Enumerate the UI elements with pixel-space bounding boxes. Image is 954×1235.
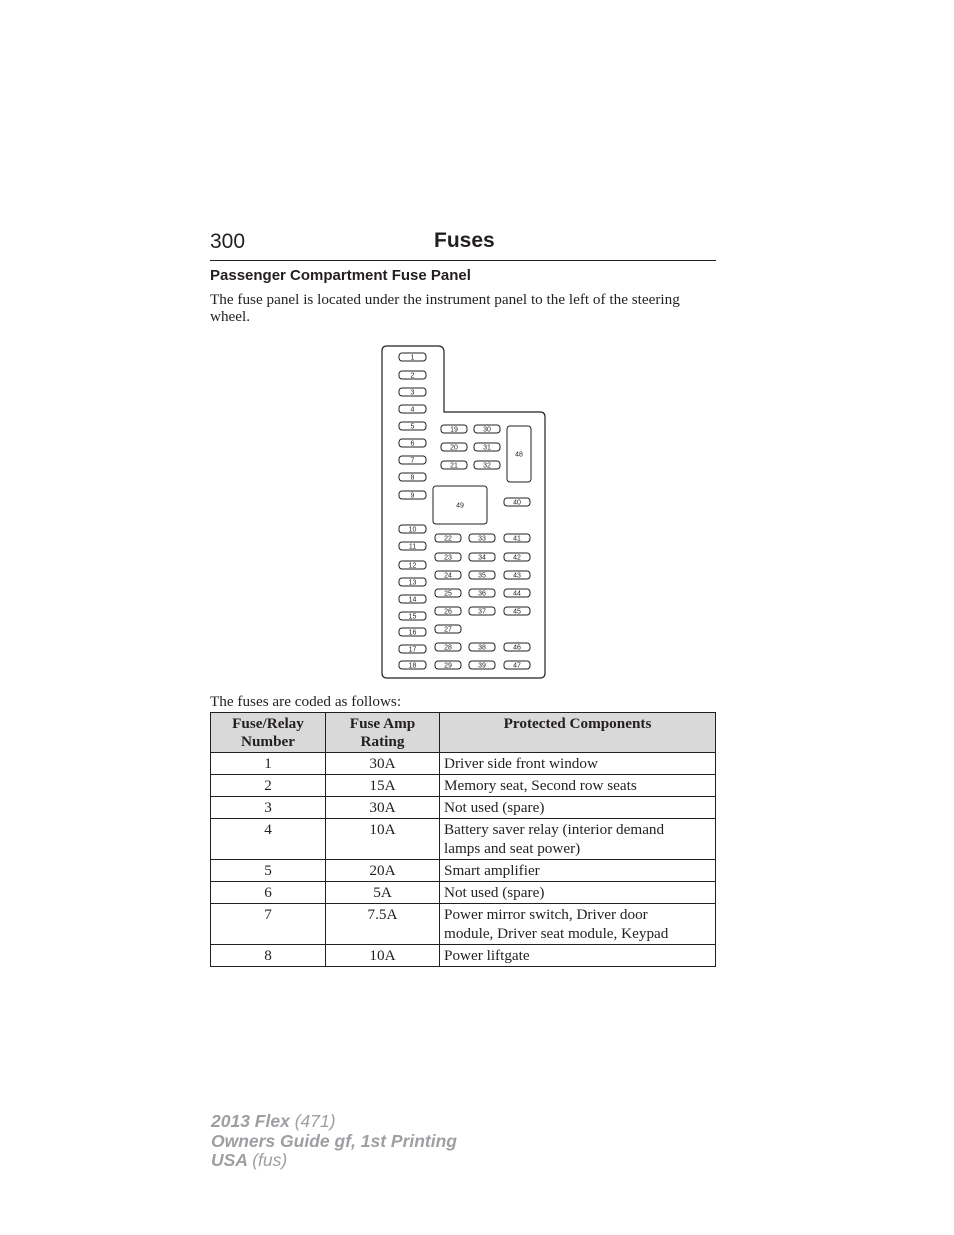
svg-text:48: 48 [515,451,523,459]
fuse-3 [399,388,426,396]
svg-text:26: 26 [444,608,452,616]
fuse-35 [469,571,495,579]
svg-text:6: 6 [410,440,415,448]
svg-text:38: 38 [478,644,486,652]
svg-text:41: 41 [513,535,521,543]
fuse-table [210,712,716,967]
svg-text:15: 15 [408,613,417,621]
fuse-8 [399,473,426,481]
svg-text:1: 1 [410,354,415,362]
svg-text:32: 32 [483,462,491,470]
fuse-41 [504,534,530,542]
header-protected-components: Protected Components [440,713,716,753]
svg-text:9: 9 [410,492,415,500]
table-row: 1 30A Driver side front window [211,753,716,775]
fuse-5 [399,422,426,430]
svg-text:46: 46 [513,644,521,652]
fuse-1 [399,353,426,361]
fuse-18 [399,661,426,669]
page-header [210,228,716,261]
svg-text:30: 30 [483,426,491,434]
chapter-title: Fuses [434,229,495,252]
fuse-37 [469,607,495,615]
table-intro: The fuses are coded as follows: [210,693,402,710]
table-row: 8 10A Power liftgate [211,945,716,967]
fuse-36 [469,589,495,597]
fuse-44 [504,589,530,597]
svg-text:27: 27 [444,626,452,634]
fuse-28 [435,643,461,651]
svg-text:19: 19 [450,426,458,434]
fuse-43 [504,571,530,579]
fuse-34 [469,553,495,561]
page-footer: 2013 Flex (471) Owners Guide gf, 1st Printing USA (fus) [211,1111,457,1170]
fuse-25 [435,589,461,597]
svg-text:36: 36 [478,590,486,598]
fuse-4 [399,405,426,413]
table-row: 3 30A Not used (spare) [211,797,716,819]
fuse-31 [474,443,500,451]
table-row: 2 15A Memory seat, Second row seats [211,775,716,797]
svg-text:3: 3 [410,389,415,397]
page-number: 300 [210,230,246,253]
header-fuse-number: Fuse/Relay Number [211,713,326,753]
svg-text:5: 5 [410,423,415,431]
fuse-26 [435,607,461,615]
table-row: 6 5A Not used (spare) [211,882,716,904]
section-title: Passenger Compartment Fuse Panel [210,267,471,284]
fuse-30 [474,425,500,433]
fuse-16 [399,628,426,636]
svg-text:40: 40 [513,499,521,507]
svg-text:43: 43 [513,572,521,580]
svg-text:22: 22 [444,535,452,543]
svg-text:29: 29 [444,662,452,670]
svg-text:18: 18 [408,662,417,670]
fuse-10 [399,525,426,533]
fuse-17 [399,645,426,653]
svg-text:12: 12 [408,562,417,570]
svg-text:8: 8 [410,474,415,482]
fuse-22 [435,534,461,542]
svg-text:42: 42 [513,554,521,562]
svg-text:31: 31 [483,444,491,452]
fuse-19 [441,425,467,433]
fuse-6 [399,439,426,447]
fuse-32 [474,461,500,469]
svg-text:24: 24 [444,572,452,580]
fuse-13 [399,578,426,586]
section-paragraph: The fuse panel is located under the instrument panel to the left of the steering wheel. [210,291,680,325]
svg-text:35: 35 [478,572,486,580]
fuse-40 [504,498,530,506]
svg-text:39: 39 [478,662,486,670]
fuse-panel-diagram [380,345,548,681]
svg-text:4: 4 [410,406,415,414]
svg-text:49: 49 [456,502,464,510]
fuse-15 [399,612,426,620]
svg-text:14: 14 [408,596,417,604]
svg-text:44: 44 [513,590,521,598]
fuse-24 [435,571,461,579]
svg-text:33: 33 [478,535,486,543]
svg-text:7: 7 [410,457,415,465]
svg-text:28: 28 [444,644,452,652]
fuse-46 [504,643,530,651]
svg-text:16: 16 [408,629,417,637]
fuse-11 [399,542,426,550]
svg-text:11: 11 [408,543,417,551]
relay-49 [433,486,487,524]
fuse-45 [504,607,530,615]
svg-text:23: 23 [444,554,452,562]
svg-text:34: 34 [478,554,486,562]
fuse-12 [399,561,426,569]
svg-text:37: 37 [478,608,486,616]
svg-text:45: 45 [513,608,521,616]
fuse-2 [399,371,426,379]
svg-text:2: 2 [410,372,415,380]
table-row: 4 10A Battery saver relay (interior demand lamps and seat power) [211,819,716,860]
table-header-row [211,713,716,753]
svg-text:20: 20 [450,444,458,452]
relay-48 [507,426,531,482]
fuse-33 [469,534,495,542]
fuse-20 [441,443,467,451]
fuse-39 [469,661,495,669]
fuse-29 [435,661,461,669]
fuse-7 [399,456,426,464]
header-amp-rating: Fuse Amp Rating [326,713,440,753]
fuse-23 [435,553,461,561]
fuse-27 [435,625,461,633]
svg-text:47: 47 [513,662,521,670]
table-row: 5 20A Smart amplifier [211,860,716,882]
svg-text:13: 13 [408,579,417,587]
fuse-38 [469,643,495,651]
svg-text:10: 10 [408,526,417,534]
fuse-42 [504,553,530,561]
fuse-47 [504,661,530,669]
fuse-14 [399,595,426,603]
svg-text:17: 17 [408,646,417,654]
svg-text:25: 25 [444,590,452,598]
fuse-9 [399,491,426,499]
fuse-21 [441,461,467,469]
svg-text:21: 21 [450,462,458,470]
table-row: 7 7.5A Power mirror switch, Driver door module, Driver seat module, Keypad [211,904,716,945]
